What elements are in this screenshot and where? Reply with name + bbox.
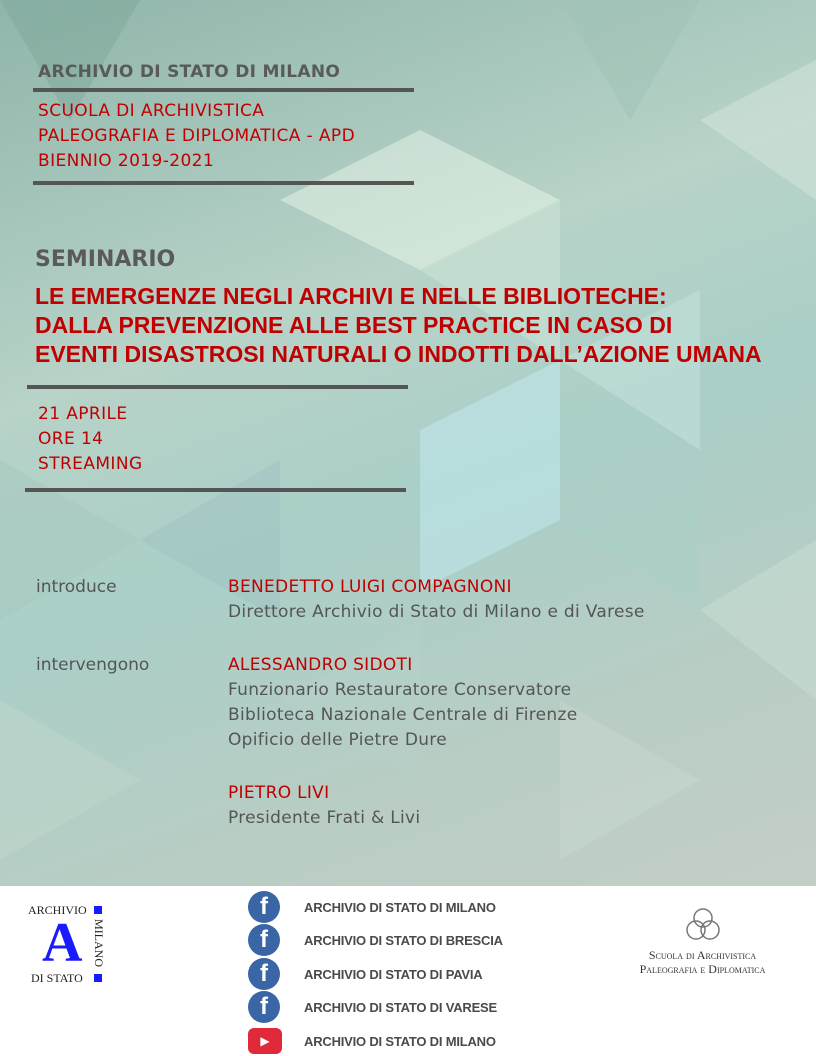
event-date: 21 APRILE: [38, 404, 128, 424]
introduce-label: introduce: [36, 577, 117, 597]
logo-text: DI STATO: [31, 971, 83, 985]
social-label: ARCHIVIO DI STATO DI BRESCIA: [304, 932, 503, 948]
social-link[interactable]: [248, 891, 496, 923]
speaker-role: Funzionario Restauratore Conservatore: [228, 680, 572, 700]
divider: [25, 488, 406, 492]
rings-icon: [683, 907, 723, 943]
speaker-role: Presidente Frati & Livi: [228, 808, 421, 828]
speaker-roles: [228, 678, 577, 753]
event-time: ORE 14: [38, 429, 104, 449]
title-line: DALLA PREVENZIONE ALLE BEST PRACTICE IN CASO DI: [35, 312, 673, 338]
facebook-icon: f: [248, 991, 280, 1023]
youtube-icon: ▶: [248, 1028, 282, 1054]
social-label: ARCHIVIO DI STATO DI VARESE: [304, 999, 497, 1015]
logo-text: ARCHIVIO: [28, 903, 87, 917]
divider: [33, 88, 414, 92]
school-info: [38, 99, 355, 174]
title-line: LE EMERGENZE NEGLI ARCHIVI E NELLE BIBLIOTECHE:: [35, 283, 667, 309]
logo-letter: A: [42, 912, 83, 974]
divider: [27, 385, 408, 389]
speaker-role: Opificio delle Pietre Dure: [228, 730, 447, 750]
facebook-icon: f: [248, 891, 280, 923]
school-line: PALEOGRAFIA E DIPLOMATICA - APD: [38, 126, 356, 146]
event-mode: STREAMING: [38, 454, 143, 474]
seminar-label: SEMINARIO: [35, 247, 176, 272]
title-line: EVENTI DISASTROSI NATURALI O INDOTTI DALL’AZIONE UMANA: [35, 341, 762, 367]
social-link[interactable]: [248, 924, 503, 956]
speaker-role: Biblioteca Nazionale Centrale di Firenze: [228, 705, 578, 725]
speaker-name: PIETRO LIVI: [228, 783, 330, 803]
social-label: ARCHIVIO DI STATO DI MILANO: [304, 1033, 496, 1049]
institution-name: ARCHIVIO DI STATO DI MILANO: [38, 62, 341, 82]
speakers-label: intervengono: [36, 655, 150, 675]
school-line: SCUOLA DI ARCHIVISTICA: [38, 101, 265, 121]
social-link[interactable]: [248, 958, 483, 990]
intro-speaker-role: Direttore Archivio di Stato di Milano e di Varese: [228, 602, 645, 622]
seminar-title: [35, 282, 762, 369]
logo-text: MILANO: [92, 919, 106, 967]
facebook-icon: f: [248, 958, 280, 990]
social-label: ARCHIVIO DI STATO DI MILANO: [304, 899, 496, 915]
archivio-milano-logo: [28, 903, 118, 988]
scuola-logo: [615, 907, 790, 976]
logo-text: Scuola di Archivistica: [648, 948, 757, 962]
social-label: ARCHIVIO DI STATO DI PAVIA: [304, 966, 483, 982]
divider: [33, 181, 414, 185]
social-link[interactable]: [248, 991, 497, 1023]
school-line: BIENNIO 2019-2021: [38, 151, 215, 171]
logo-square: [94, 906, 102, 914]
intro-speaker-name: BENEDETTO LUIGI COMPAGNONI: [228, 577, 512, 597]
speaker-name: ALESSANDRO SIDOTI: [228, 655, 413, 675]
event-details: [38, 402, 143, 477]
social-link[interactable]: [248, 1028, 496, 1054]
logo-text: Paleografia e Diplomatica: [639, 962, 766, 976]
facebook-icon: f: [248, 924, 280, 956]
logo-square: [94, 974, 102, 982]
